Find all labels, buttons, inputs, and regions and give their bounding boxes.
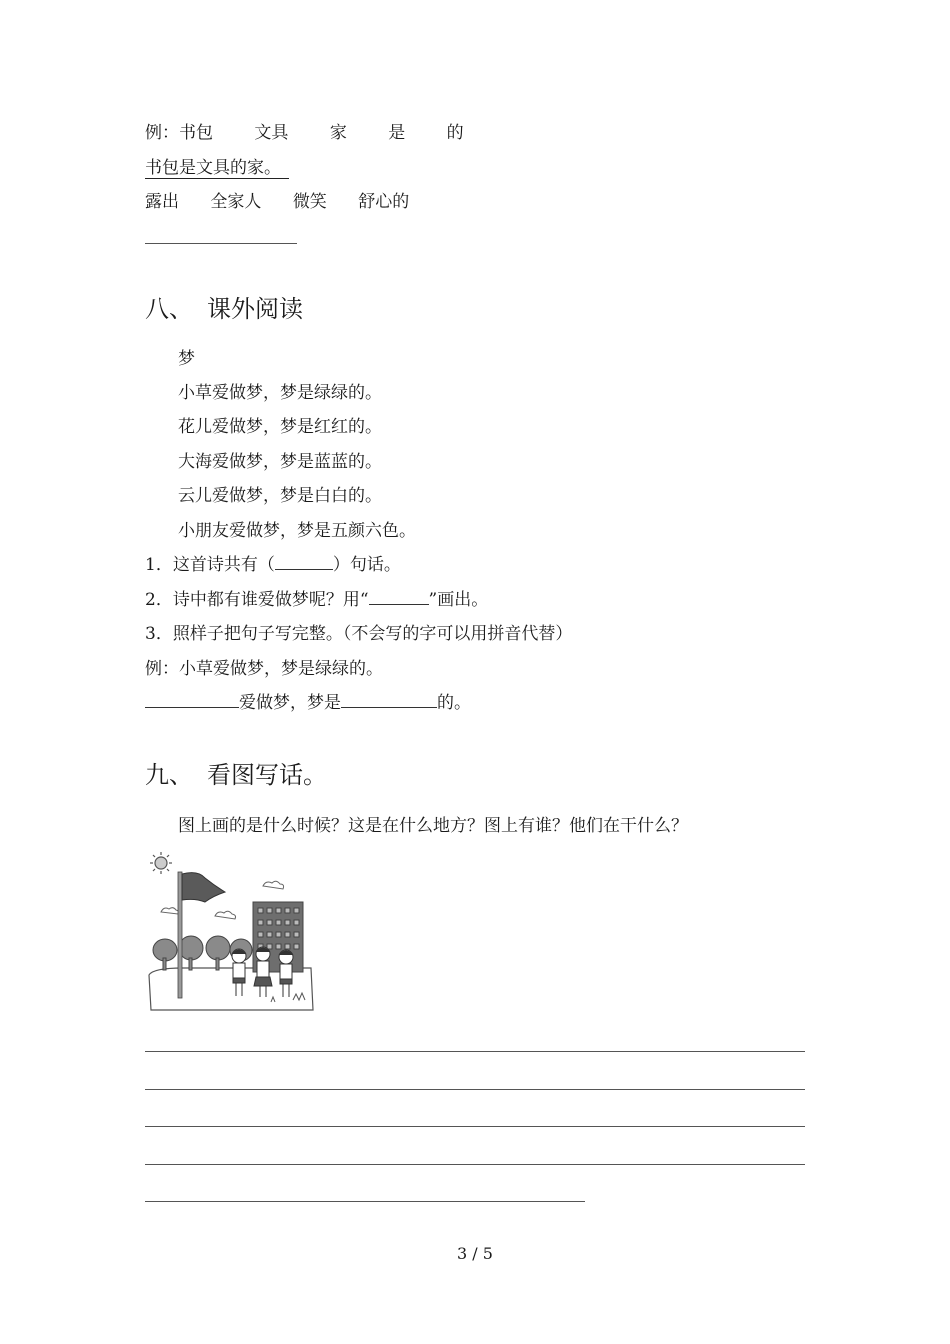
question-2-suffix: ”画出。 <box>428 590 489 610</box>
question-1-suffix: ）句话。 <box>332 555 401 575</box>
example-word: 家 <box>329 123 347 143</box>
sun-icon <box>150 852 172 874</box>
task-word: 微笑 <box>292 192 327 212</box>
writing-line[interactable] <box>145 1164 805 1165</box>
example-word: 是 <box>388 123 406 143</box>
heading-number: 八、 <box>145 295 193 323</box>
flagpole <box>178 872 182 998</box>
answer-blank[interactable] <box>369 590 429 605</box>
task-word-row <box>145 191 409 213</box>
question-1 <box>145 554 401 576</box>
flag-raising-illustration <box>143 850 318 1015</box>
question-3-fill <box>145 692 471 714</box>
page-number: 3 / 5 <box>457 1244 493 1263</box>
question-3: 3．照样子把句子写完整。（不会写的字可以用拼音代替） <box>145 624 573 644</box>
task-word: 全家人 <box>210 192 262 212</box>
example-prefix: 例： <box>145 123 179 143</box>
task-word: 舒心的 <box>358 192 410 212</box>
heading-title: 看图写话。 <box>207 761 327 789</box>
answer-line[interactable] <box>145 243 297 244</box>
writing-line[interactable] <box>145 1126 805 1127</box>
writing-line[interactable] <box>145 1051 805 1052</box>
example-word: 书包 <box>179 123 213 143</box>
section-heading <box>145 760 327 790</box>
poem-line: 云儿爱做梦，梦是白白的。 <box>178 486 382 506</box>
example-word: 文具 <box>254 123 289 143</box>
poem-title: 梦 <box>178 349 195 369</box>
example-word: 的 <box>446 123 464 143</box>
flag-icon <box>182 873 225 902</box>
question-3-example: 例：小草爱做梦，梦是绿绿的。 <box>145 659 383 679</box>
question-2 <box>145 589 488 611</box>
question-2-text: 2．诗中都有谁爱做梦呢？用“ <box>145 590 369 610</box>
answer-blank[interactable] <box>145 693 239 708</box>
poem-line: 大海爱做梦，梦是蓝蓝的。 <box>178 452 382 472</box>
example-answer-text: 书包是文具的家。 <box>145 158 289 179</box>
poem-line: 小朋友爱做梦，梦是五颜六色。 <box>178 521 416 541</box>
answer-blank[interactable] <box>341 693 437 708</box>
answer-blank[interactable] <box>275 555 333 570</box>
heading-number: 九、 <box>145 761 193 789</box>
example-word-row <box>145 122 464 144</box>
fill-text: 爱做梦，梦是 <box>239 693 341 713</box>
heading-title: 课外阅读 <box>207 295 303 323</box>
fill-text-end: 的。 <box>437 693 471 713</box>
question-1-text: 1．这首诗共有（ <box>145 555 275 575</box>
poem-line: 小草爱做梦，梦是绿绿的。 <box>178 383 382 403</box>
section-heading <box>145 294 303 324</box>
task-word: 露出 <box>145 192 179 212</box>
writing-line[interactable] <box>145 1089 805 1090</box>
writing-line[interactable] <box>145 1201 585 1202</box>
poem-line: 花儿爱做梦，梦是红红的。 <box>178 417 382 437</box>
writing-prompt: 图上画的是什么时候？这是在什么地方？图上有谁？他们在干什么？ <box>178 816 688 836</box>
example-answer <box>145 157 289 179</box>
